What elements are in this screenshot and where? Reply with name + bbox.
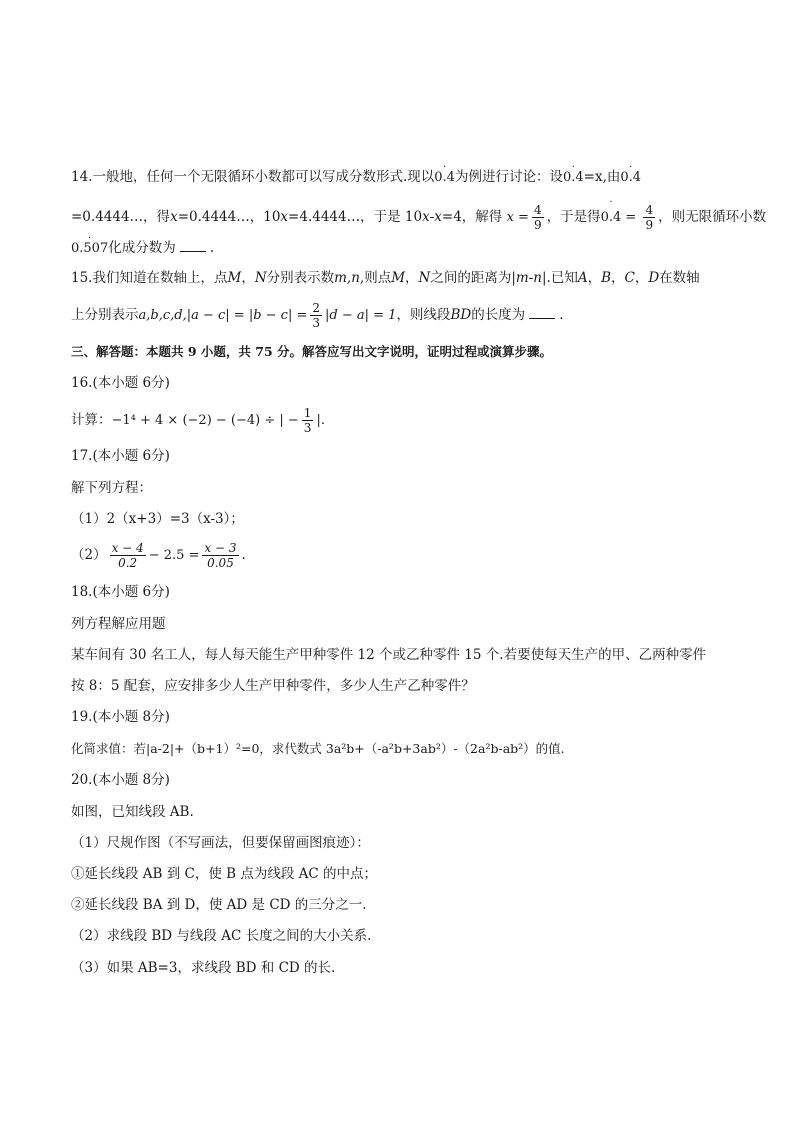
q14-text-a: 14.一般地，任何一个无限循环小数都可以写成分数形式.现以 — [71, 169, 435, 185]
q20-title: 20.(本小题 8分) — [71, 772, 170, 788]
q14-line-1: 14.一般地，任何一个无限循环小数都可以写成分数形式.现以0.4 · 为例进行讨论：设0.4 · =x,由0.4 · — [71, 167, 641, 188]
q14-line-2: =0.4444…，得x=0.4444…，10x=4.4444…，于是 10x-x=4，解得 x = $\frac{4}{9}$ ，于是得0.4 · = $\frac{4}{9}$ ，则无限循环小数 — [71, 197, 767, 232]
repeating-decimal: 0.4 · — [600, 197, 622, 225]
fraction-1-3: $\frac{1}{3}$ — [303, 406, 312, 435]
q19-body: 化简求值：若|a-2|+（b+1）²=0，求代数式 3a²b+（-a²b+3ab²）-（2a²b-ab²）的值. — [71, 741, 565, 756]
fraction-2-3: $\frac{2}{3}$ — [312, 301, 321, 330]
q15-line-1: 15.我们知道在数轴上，点M，N分别表示数m,n,则点M，N之间的距离为|m-n|.已知A，B，C，D在数轴 — [71, 270, 700, 286]
q17-part-1: （1）2（x+3）=3（x-3）； — [71, 511, 244, 527]
q18-line-2: 按 8：5 配套，应安排多少人生产甲种零件，多少人生产乙种零件？ — [71, 678, 475, 694]
q19-title: 19.(本小题 8分) — [71, 709, 170, 725]
q20-part-1: （1）尺规作图（不写画法，但要保留画图痕迹）： — [71, 835, 370, 851]
fraction-4-9: $\frac{4}{9}$ — [645, 203, 654, 232]
q16-title: 16.(本小题 6分) — [71, 375, 170, 391]
q20-construct-1: ①延长线段 AB 到 C，使 B 点为线段 AC 的中点； — [71, 866, 378, 882]
repeating-decimal-0507: 0.507 · — [71, 233, 109, 256]
q20-part-2: （2）求线段 BD 与线段 AC 长度之间的大小关系. — [71, 928, 372, 944]
q18-title: 18.(本小题 6分) — [71, 584, 170, 600]
repeat-dot: · — [629, 162, 633, 173]
repeat-dot: · — [88, 233, 92, 244]
answer-blank — [180, 239, 206, 252]
q16-body: 计算：−1⁴ + 4 × (−2) − (−4) ÷ | − $\frac{1}{3}$ |. — [71, 406, 325, 435]
q17-title: 17.(本小题 6分) — [71, 448, 170, 464]
q20-intro: 如图，已知线段 AB. — [71, 804, 194, 820]
q20-construct-2: ②延长线段 BA 到 D，使 AD 是 CD 的三分之一. — [71, 897, 367, 913]
repeating-decimal: 0.4 · — [620, 162, 642, 185]
q17-intro: 解下列方程： — [71, 480, 152, 496]
fraction-4-9: $\frac{4}{9}$ — [533, 203, 542, 232]
q18-line-1: 某车间有 30 名工人，每人每天能生产甲种零件 12 个或乙种零件 15 个.若要使每天生产的甲、乙两种零件 — [71, 647, 707, 663]
q20-part-3: （3）如果 AB=3，求线段 BD 和 CD 的长. — [71, 960, 336, 976]
fraction-x-4: $\frac{x - 4}{0.2}$ — [111, 541, 144, 570]
section-heading: 三、解答题：本题共 9 小题，共 75 分。解答应写出文字说明，证明过程或演算步骤。 — [71, 344, 553, 359]
repeat-dot: · — [571, 162, 575, 173]
q14-line-3: 0.507 · 化成分数为 . — [71, 238, 214, 259]
answer-blank — [529, 306, 555, 319]
repeating-decimal: 0.4 · — [434, 162, 455, 185]
fraction-x-3: $\frac{x - 3}{0.05}$ — [204, 541, 237, 570]
q18-intro: 列方程解应用题 — [71, 616, 166, 632]
repeat-dot: · — [443, 162, 447, 173]
q15-line-2: 上分别表示a,b,c,d,|a − c| = |b − c| = $\frac{2}{3}$ |d − a| = 1，则线段BD的长度为 . — [71, 301, 564, 330]
x-variable: x = — [506, 210, 529, 225]
q17-part-2: （2） $\frac{x - 4}{0.2}$ − 2.5 = $\frac{x - 3}{0.05}$ . — [71, 541, 246, 570]
repeating-decimal: 0.4 · — [562, 162, 584, 185]
repeat-dot: · — [609, 197, 613, 208]
